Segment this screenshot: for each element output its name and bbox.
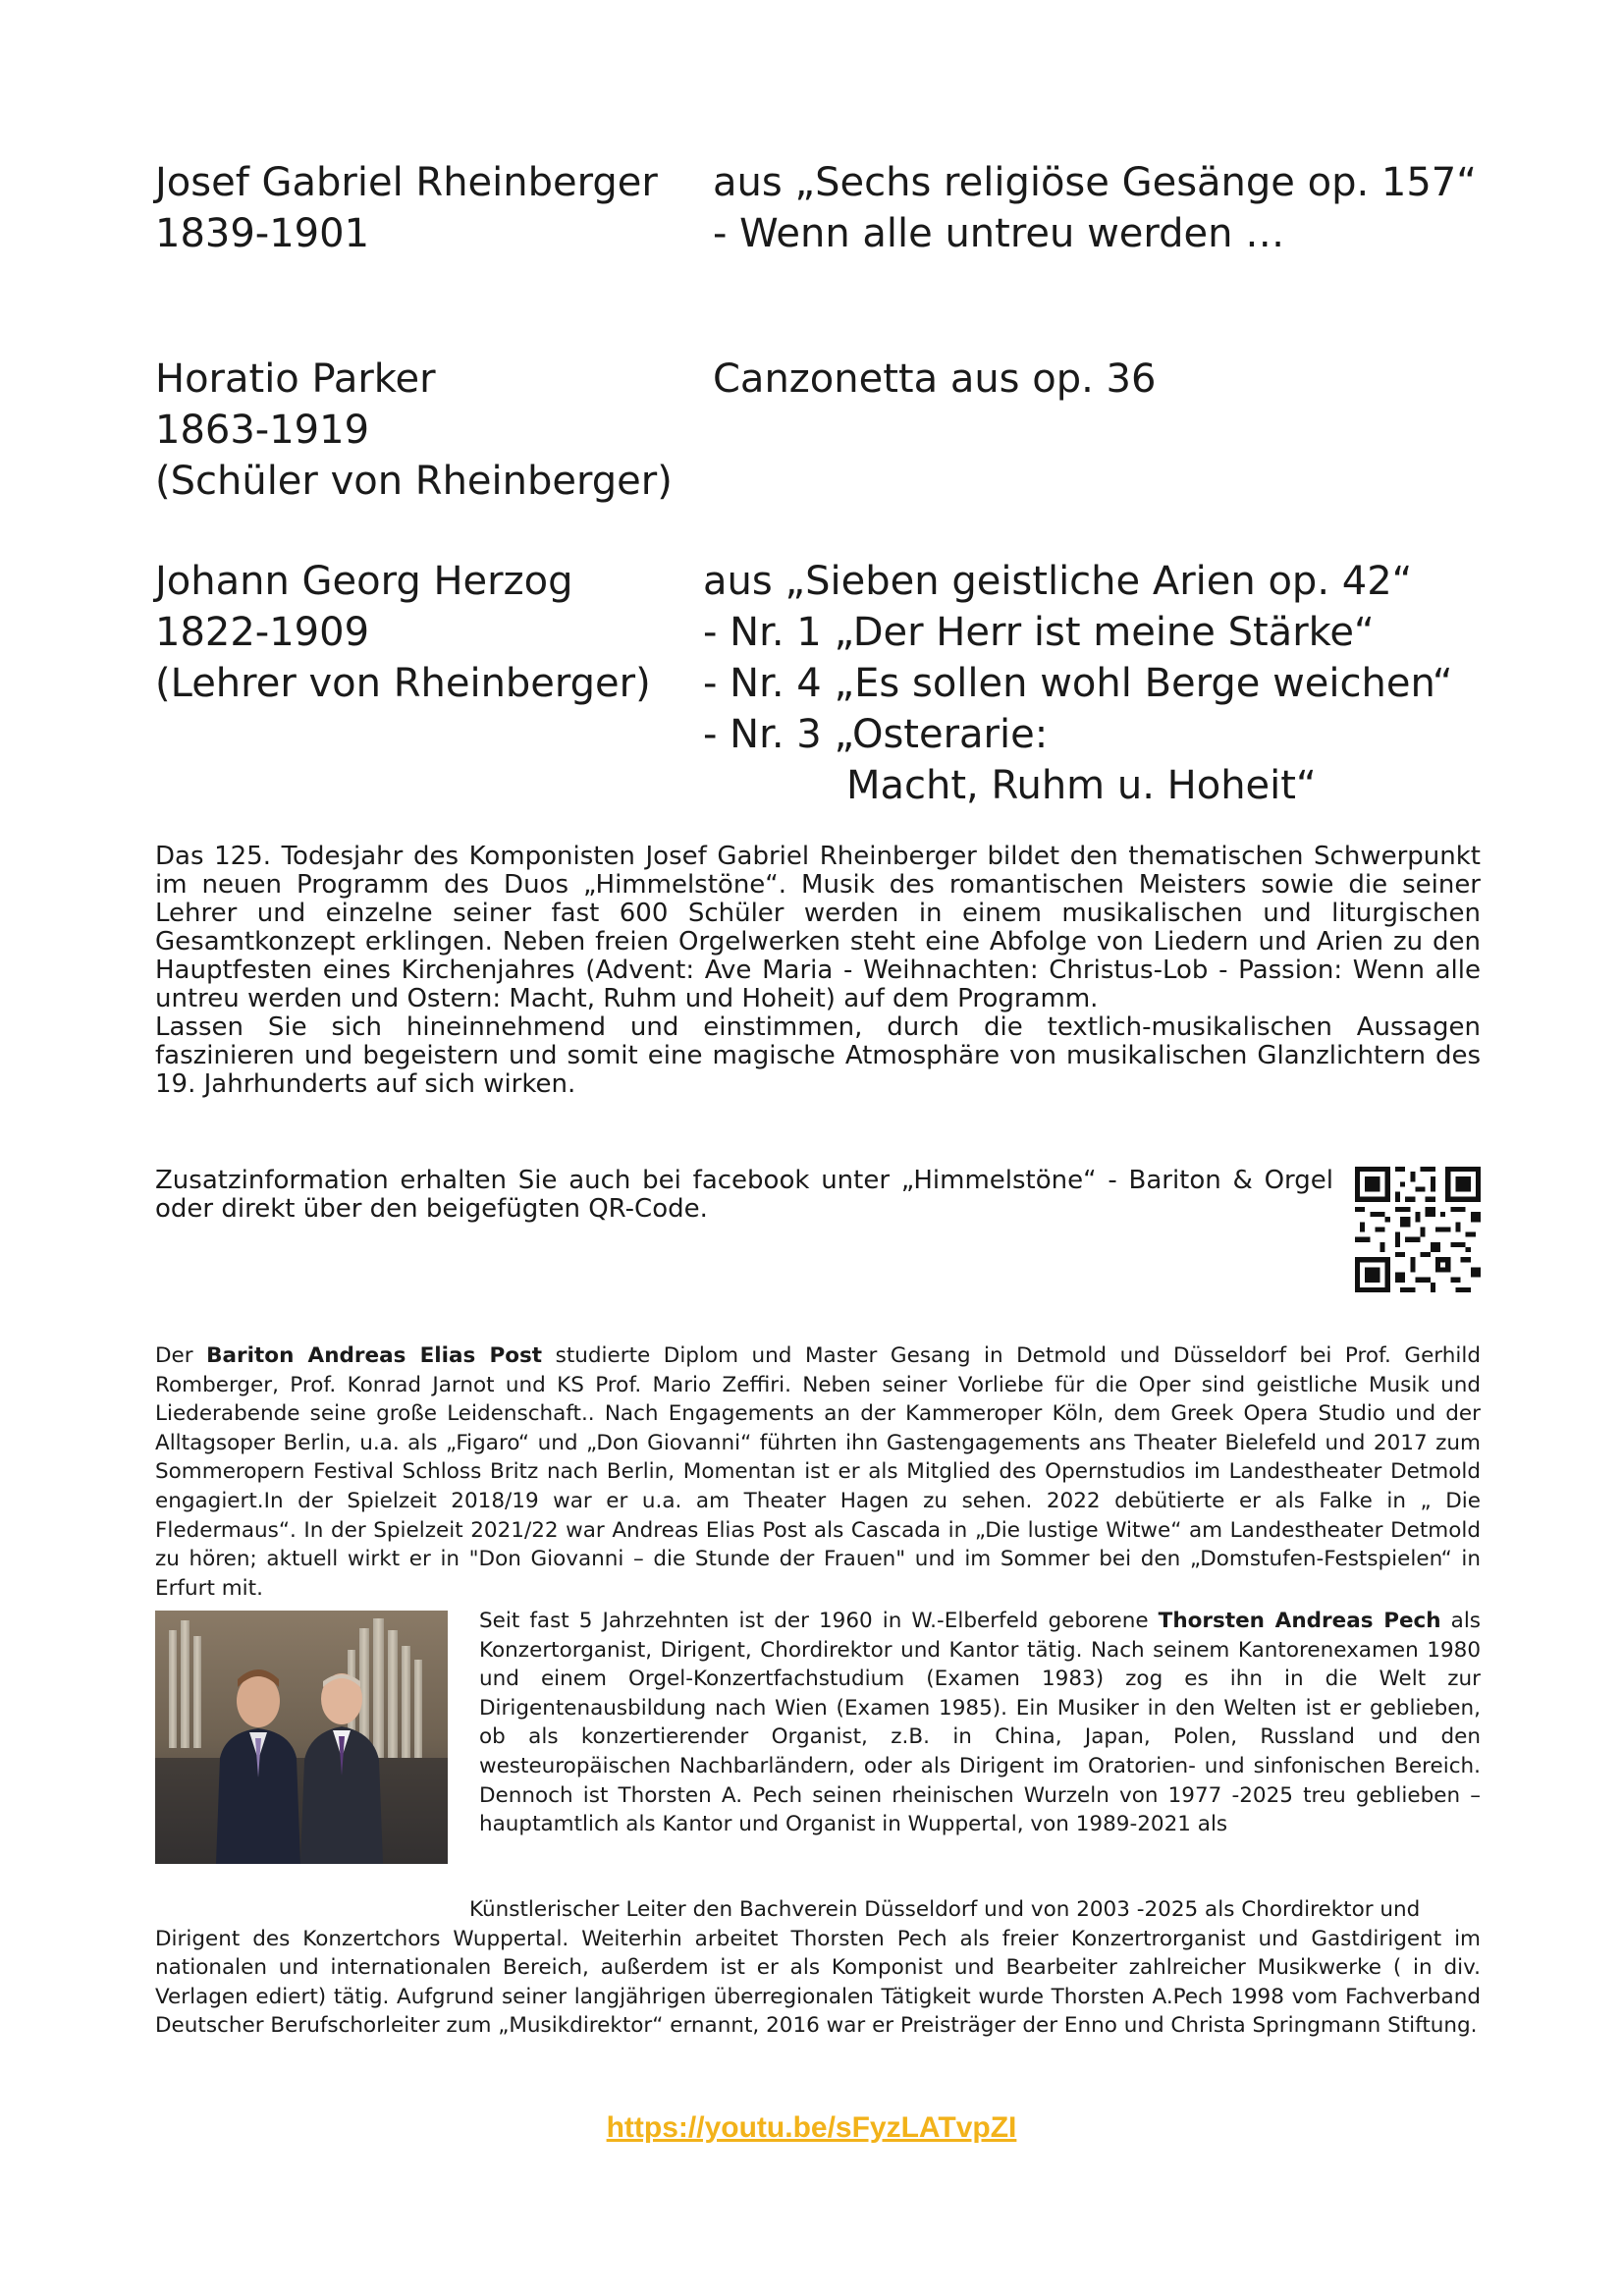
youtube-link[interactable]: https://youtu.be/sFyzLATvpZI: [606, 2111, 1017, 2144]
program-works-parker: [713, 354, 1156, 405]
bio-name: Thorsten Andreas Pech: [1158, 1609, 1441, 1633]
bio-name: Bariton Andreas Elias Post: [206, 1343, 543, 1368]
work-title: aus „Sieben geistliche Arien op. 42“: [703, 559, 1413, 604]
bio-paragraph: [479, 1607, 1481, 1839]
bio-paragraph: [155, 1341, 1481, 1603]
bio-thorsten-pech-continued: [155, 1895, 1481, 2041]
program-works-rheinberger: [713, 157, 1477, 259]
program-entry-parker: [155, 354, 673, 507]
duo-photo: [155, 1611, 448, 1864]
program-works-herzog: [703, 556, 1453, 811]
work-title: Canzonetta aus op. 36: [713, 356, 1157, 402]
bio-thorsten-pech: [479, 1607, 1481, 1839]
bio-lead: Der: [155, 1343, 207, 1368]
program-entry-herzog: [155, 556, 651, 709]
intro-text: [155, 843, 1481, 1099]
composer-dates: 1839-1901: [155, 211, 370, 256]
work-piece: - Nr. 1 „Der Herr ist meine Stärke“: [703, 610, 1375, 655]
bio-text: studierte Diplom und Master Gesang in Detmold und Düsseldorf bei Prof. Gerhild Romberger, Prof. Konrad Jarnot und KS Prof. Mario Zeffiri. Neben seiner Vorliebe für die Oper sind geistliche Musik und Liederabende seine große Leidenschaft.. Nach Engagements an der Kammeroper Köln, dem Greek Opera Studio und der Alltagsoper Berlin, u.a. als „Figaro“ und „Don Giovanni“ führten ihn Gastengagements ans Theater Bielefeld und 2017 zum Sommeropern Festival Schloss Britz nach Berlin, Momentan ist er als Mitglied des Opernstudios im Landestheater Detmold engagiert.In der Spielzeit 2018/19 war er u.a. am Theater Hagen zu sehen. 2022 debütierte er als Falke in „ Die Fledermaus“. In der Spielzeit 2021/22 war Andreas Elias Post als Cascada in „Die lustige Witwe“ am Landestheater Detmold zu hören; aktuell wirkt er in "Don Giovanni – die Stunde der Frauen" und im Sommer bei den „Domstufen-Festspielen“ in Erfurt mit.: [155, 1343, 1481, 1601]
bio-line: Künstlerischer Leiter den Bachverein Düsseldorf und von 2003 -2025 als Chordirektor und: [469, 1897, 1421, 1922]
composer-dates: 1822-1909: [155, 610, 370, 655]
work-piece: - Wenn alle untreu werden …: [713, 211, 1285, 256]
bio-lead: Seit fast 5 Jahrzehnten ist der 1960 in W.-Elberfeld geborene: [479, 1609, 1159, 1633]
bio-text: als Konzertorganist, Dirigent, Chordirektor und Kantor tätig. Nach seinem Kantorenexamen 1980 und einem Orgel-Konzertfachstudium (Examen 1983) zog es ihn in die Welt zur Dirigentenausbildung nach Wien (Examen 1985). Ein Musiker in den Welten ist er geblieben, ob als konzertierender Organist, z.B. in China, Japan, Polen, Russland und den westeuropäischen Nachbarländern, oder als Dirigent im Oratorien- und sinfonischen Bereich. Dennoch ist Thorsten A. Pech seinen rheinischen Wurzeln von 1977 -2025 treu geblieben – hauptamtlich als Kantor und Organist in Wuppertal, von 1989-2021 als: [479, 1609, 1481, 1837]
work-piece: Macht, Ruhm u. Hoheit“: [846, 763, 1317, 808]
facebook-info: Zusatzinformation erhalten Sie auch bei facebook unter „Himmelstöne“ - Bariton & Orgel oder direkt über den beigefügten QR-Code.: [155, 1166, 1333, 1224]
work-piece: - Nr. 4 „Es sollen wohl Berge weichen“: [703, 661, 1453, 706]
program-entry-rheinberger: [155, 157, 658, 259]
composer-note: (Schüler von Rheinberger): [155, 459, 673, 504]
bio-andreas-post: [155, 1341, 1481, 1603]
composer-note: (Lehrer von Rheinberger): [155, 661, 651, 706]
intro-paragraph: Das 125. Todesjahr des Komponisten Josef Gabriel Rheinberger bildet den thematischen Schwerpunkt im neuen Programm des Duos „Himmelstöne“. Musik des romantischen Meisters sowie die seiner Lehrer und einzelne seiner fast 600 Schüler werden in einem musikalischen und liturgischen Gesamtkonzept erklingen. Neben freien Orgelwerken steht eine Abfolge von Liedern und Arien zu den Hauptfesten eines Kirchenjahres (Advent: Ave Maria - Weihnachten: Christus-Lob - Passion: Wenn alle untreu werden und Ostern: Macht, Ruhm und Hoheit) auf dem Programm.: [155, 842, 1481, 1013]
composer-name: Horatio Parker: [155, 356, 436, 402]
bio-paragraph: Dirigent des Konzertchors Wuppertal. Weiterhin arbeitet Thorsten Pech als freier Konzertrorganist und Gastdirigent im nationalen und internationalen Bereich, außerdem ist er als Komponist und Bearbeiter zahlreicher Musikwerke ( in div. Verlagen ediert) tätig. Aufgrund seiner langjährigen überregionalen Tätigkeit wurde Thorsten A.Pech 1998 vom Fachverband Deutscher Berufschorleiter zum „Musikdirektor“ ernannt, 2016 war er Preisträger der Enno und Christa Springmann Stiftung.: [155, 1926, 1481, 2039]
intro-paragraph: Lassen Sie sich hineinnehmend und einstimmen, durch die textlich-musikalischen Aussagen faszinieren und begeistern und somit eine magische Atmosphäre von musikalischen Glanzlichtern des 19. Jahrhunderts auf sich wirken.: [155, 1012, 1481, 1099]
composer-name: Josef Gabriel Rheinberger: [155, 160, 658, 205]
composer-name: Johann Georg Herzog: [155, 559, 573, 604]
work-piece: - Nr. 3 „Osterarie:: [703, 712, 1049, 757]
work-title: aus „Sechs religiöse Gesänge op. 157“: [713, 160, 1477, 205]
composer-dates: 1863-1919: [155, 408, 370, 453]
qr-code[interactable]: [1355, 1167, 1481, 1292]
